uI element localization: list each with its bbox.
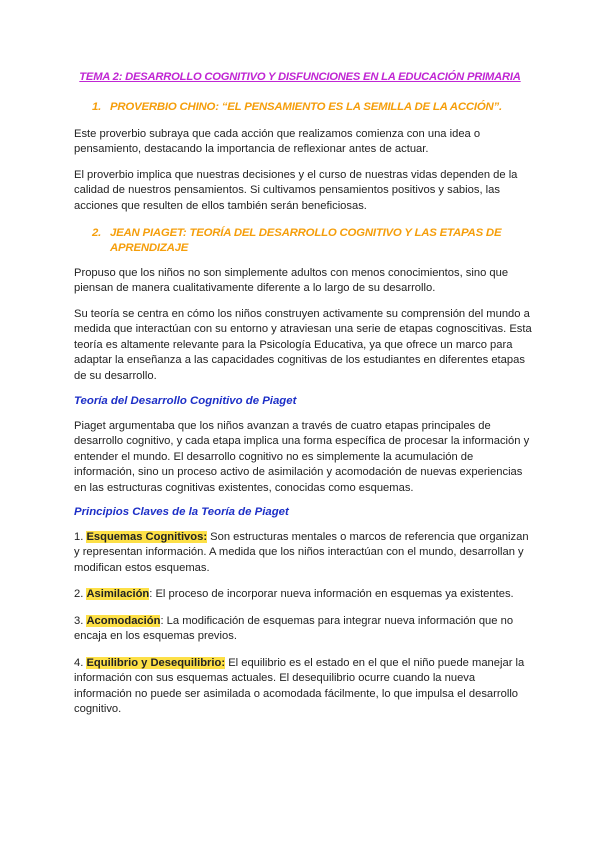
principle-1-term: Esquemas Cognitivos: [86,531,208,543]
section-2-number: 2. [92,227,102,239]
paragraph-3: Propuso que los niños no son simplemente adultos con menos conocimientos, sino que piensan de manera cualitativamente diferente a lo largo de su desarrollo. [74,267,509,295]
section-1-heading [92,101,502,113]
principle-1-text: Son estructuras mentales o marcos de referencia que organizan y representan información. A medida que los niños interactúan con el mundo, desarrollan y modifican estos esquemas. [74,531,529,574]
subheading-principles: Principios Claves de la Teoría de Piaget [74,506,289,518]
principle-3-term: Acomodación [86,615,161,627]
section-2-heading [92,226,522,256]
principle-2-text: : El proceso de incorporar nueva información en esquemas ya existentes. [149,588,514,600]
section-1-number: 1. [92,101,102,113]
principle-1 [74,530,534,576]
principle-1-number: 1. [74,531,84,543]
principle-4 [74,656,534,718]
subheading-theory: Teoría del Desarrollo Cognitivo de Piaget [74,395,297,407]
paragraph-2: El proverbio implica que nuestras decisiones y el curso de nuestras vidas dependen de la calidad de nuestros pensamientos. Si cultivamos pensamientos positivos y sabios, las acciones que resulten de ellos también serán beneficiosas. [74,169,518,212]
principle-4-number: 4. [74,657,84,669]
principle-3 [74,614,534,645]
paragraph-4: Su teoría se centra en cómo los niños construyen activamente su comprensión del mundo a medida que interactúan con su entorno y atraviesan una serie de etapas cognoscitivas. Esta teoría es altamente relevante para la Psicología Educativa, ya que ofrece un marco para adaptar la enseñanza a las capacidades cognitivas de los estudiantes en diferentes etapas de su desarrollo. [74,308,532,382]
paragraph-1: Este proverbio subraya que cada acción que realizamos comienza con una idea o pensamiento, destacando la importancia de reflexionar antes de actuar. [74,128,481,156]
principle-2-term: Asimilación [86,588,150,600]
principle-3-number: 3. [74,615,84,627]
principle-4-text: El equilibrio es el estado en el que el niño puede manejar la información con sus esquemas actuales. El desequilibrio ocurre cuando la nueva información no puede ser asimilada o acomodada fácilmente, lo que impulsa el desarrollo cognitivo. [74,657,525,716]
section-2-heading-text: JEAN PIAGET: TEORÍA DEL DESARROLLO COGNITIVO Y LAS ETAPAS DE APRENDIZAJE [110,227,502,254]
section-1-heading-text: PROVERBIO CHINO: “EL PENSAMIENTO ES LA SEMILLA DE LA ACCIÓN”. [110,101,502,113]
principle-2-number: 2. [74,588,84,600]
document-title: TEMA 2: DESARROLLO COGNITIVO Y DISFUNCIONES EN LA EDUCACIÓN PRIMARIA [79,71,521,83]
principle-3-text: : La modificación de esquemas para integrar nueva información que no encaja en los esquemas previos. [74,615,514,643]
paragraph-5: Piaget argumentaba que los niños avanzan a través de cuatro etapas principales de desarrollo cognitivo, y cada etapa implica una forma específica de procesar la información y entender el mundo. El desarrollo cognitivo no es simplemente la acumulación de información, sino un proceso activo de asimilación y acomodación de nuevas experiencias en las estructuras cognitivas existentes, conocidas como esquemas. [74,420,530,494]
principle-4-term: Equilibrio y Desequilibrio: [86,657,226,669]
principle-2 [74,587,534,602]
